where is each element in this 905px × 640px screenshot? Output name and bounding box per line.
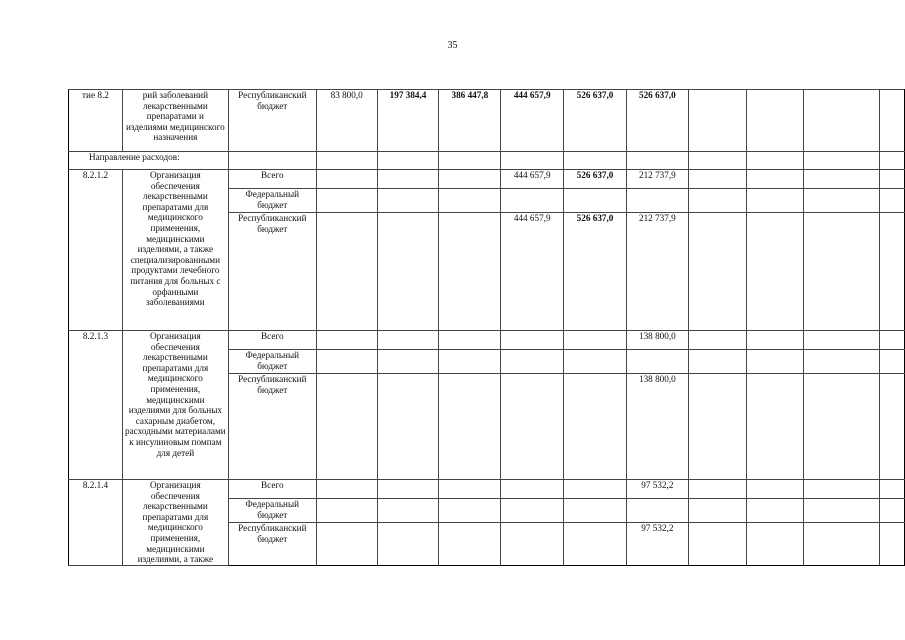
table-row <box>69 170 905 189</box>
row-name: рий заболеваний лекарственными препаратами и изделиями медицинского назначения <box>122 90 228 152</box>
value-cell: 526 637,0 <box>626 90 688 152</box>
row-number: 8.2.1.4 <box>69 480 123 566</box>
table-row <box>69 152 905 170</box>
value-cell: 526 637,0 <box>564 90 627 152</box>
source-total: Всего <box>228 170 316 189</box>
row-name: Организация обеспечения лекарственными препаратами для медицинского применения, медицинскими изделиями для больных сахарным диабетом, расходными материалами к инсулиновым помпам для детей <box>122 331 228 480</box>
source-total: Всего <box>228 331 316 350</box>
row-number: 8.2.1.3 <box>69 331 123 480</box>
row-source: Республиканский бюджет <box>228 90 316 152</box>
value-cell: 526 637,0 <box>564 213 627 331</box>
source-federal: Федеральный бюджет <box>228 499 316 523</box>
value-cell: 444 657,9 <box>501 170 564 189</box>
source-republic: Республиканский бюджет <box>228 213 316 331</box>
source-federal: Федеральный бюджет <box>228 189 316 213</box>
source-republic: Республиканский бюджет <box>228 374 316 480</box>
source-federal: Федеральный бюджет <box>228 350 316 374</box>
value-cell: 97 532,2 <box>626 480 688 499</box>
budget-table <box>68 89 905 566</box>
table-row <box>69 90 905 152</box>
value-cell: 526 637,0 <box>564 170 627 189</box>
row-number: 8.2.1.2 <box>69 170 123 331</box>
row-name: Организация обеспечения лекарственными препаратами для медицинского применения, медицинскими изделиями, а также <box>122 480 228 566</box>
row-name: Организация обеспечения лекарственными препаратами для медицинского применения, медицинскими изделиями, а также специализированными продуктами лечебного питания для больных с орфанными заболеваниями <box>122 170 228 331</box>
value-cell: 83 800,0 <box>316 90 377 152</box>
direction-label: Направление расходов: <box>69 152 229 170</box>
value-cell: 212 737,9 <box>626 170 688 189</box>
row-number: тие 8.2 <box>69 90 123 152</box>
page-number: 35 <box>447 40 458 51</box>
value-cell: 197 384,4 <box>377 90 439 152</box>
value-cell: 138 800,0 <box>626 331 688 350</box>
value-cell: 212 737,9 <box>626 213 688 331</box>
source-total: Всего <box>228 480 316 499</box>
value-cell: 138 800,0 <box>626 374 688 480</box>
source-republic: Республиканский бюджет <box>228 523 316 566</box>
value-cell: 386 447,8 <box>439 90 501 152</box>
value-cell: 444 657,9 <box>501 90 564 152</box>
table-row <box>69 480 905 499</box>
table-row <box>69 331 905 350</box>
value-cell: 97 532,2 <box>626 523 688 566</box>
value-cell: 444 657,9 <box>501 213 564 331</box>
